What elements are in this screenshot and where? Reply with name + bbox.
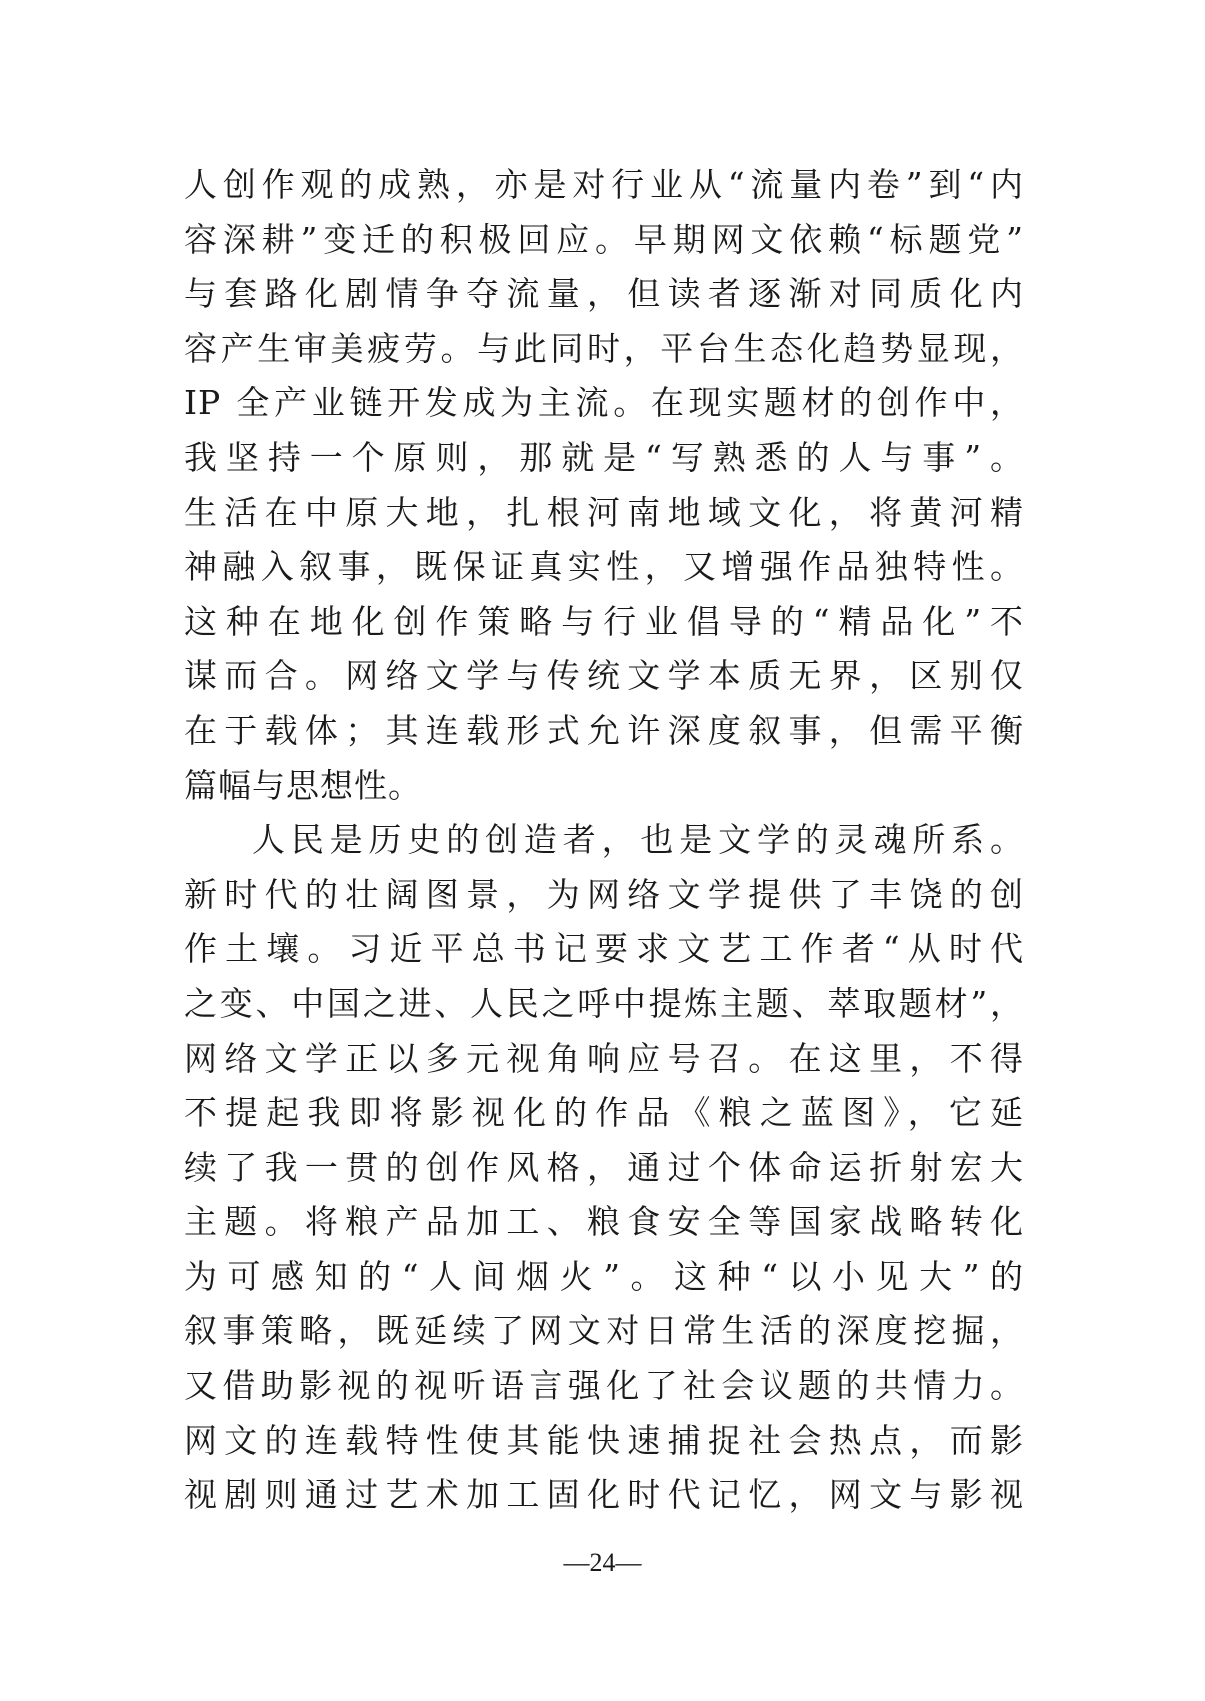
text-line: 续了我一贯的创作风格，通过个体命运折射宏大 [184, 1147, 1024, 1187]
text-line: 网络文学正以多元视角响应号召。在这里，不得 [184, 1038, 1024, 1078]
text-line: 又借助影视的视听语言强化了社会议题的共情力。 [184, 1366, 1024, 1406]
paragraph-1 [184, 158, 1024, 813]
text-line: 主题。将粮产品加工、粮食安全等国家战略转化 [184, 1202, 1024, 1242]
text-line: 篇幅与思想性。 [184, 765, 422, 805]
text-line: 新时代的壮阔图景，为网络文学提供了丰饶的创 [184, 874, 1024, 914]
text-line: 容产生审美疲劳。与此同时，平台生态化趋势显现， [184, 328, 1024, 368]
text-line: 在于载体；其连载形式允许深度叙事，但需平衡 [184, 710, 1024, 750]
text-line: 不提起我即将影视化的作品《粮之蓝图》，它延 [184, 1093, 1024, 1133]
text-line: 我坚持一个原则，那就是“写熟悉的人与事”。 [184, 437, 1024, 477]
text-line: 网文的连载特性使其能快速捕捉社会热点，而影 [184, 1420, 1024, 1460]
text-line: 为可感知的“人间烟火”。这种“以小见大”的 [184, 1256, 1024, 1296]
text-line: 容深耕”变迁的积极回应。早期网文依赖“标题党” [184, 219, 1024, 259]
text-line: IP 全产业链开发成为主流。在现实题材的创作中， [184, 383, 1024, 423]
text-line: 谋而合。网络文学与传统文学本质无界，区别仅 [184, 656, 1024, 696]
text-line: 人民是历史的创造者，也是文学的灵魂所系。 [252, 820, 1024, 860]
text-line: 神融入叙事，既保证真实性，又增强作品独特性。 [184, 547, 1024, 587]
text-line: 这种在地化创作策略与行业倡导的“精品化”不 [184, 601, 1024, 641]
text-line: 作土壤。习近平总书记要求文艺工作者“从时代 [184, 929, 1024, 969]
text-line: 生活在中原大地，扎根河南地域文化，将黄河精 [184, 492, 1024, 532]
document-body [184, 158, 1024, 1523]
text-line: 视剧则通过艺术加工固化时代记忆，网文与影视 [184, 1475, 1024, 1515]
text-line: 之变、中国之进、人民之呼中提炼主题、萃取题材”， [184, 983, 1024, 1023]
text-line: 与套路化剧情争夺流量，但读者逐渐对同质化内 [184, 274, 1024, 314]
text-line: 人创作观的成熟，亦是对行业从“流量内卷”到“内 [184, 165, 1024, 204]
page-number: —24— [563, 1548, 642, 1577]
text-line: 叙事策略，既延续了网文对日常生活的深度挖掘， [184, 1311, 1024, 1351]
paragraph-2 [184, 813, 1024, 1523]
